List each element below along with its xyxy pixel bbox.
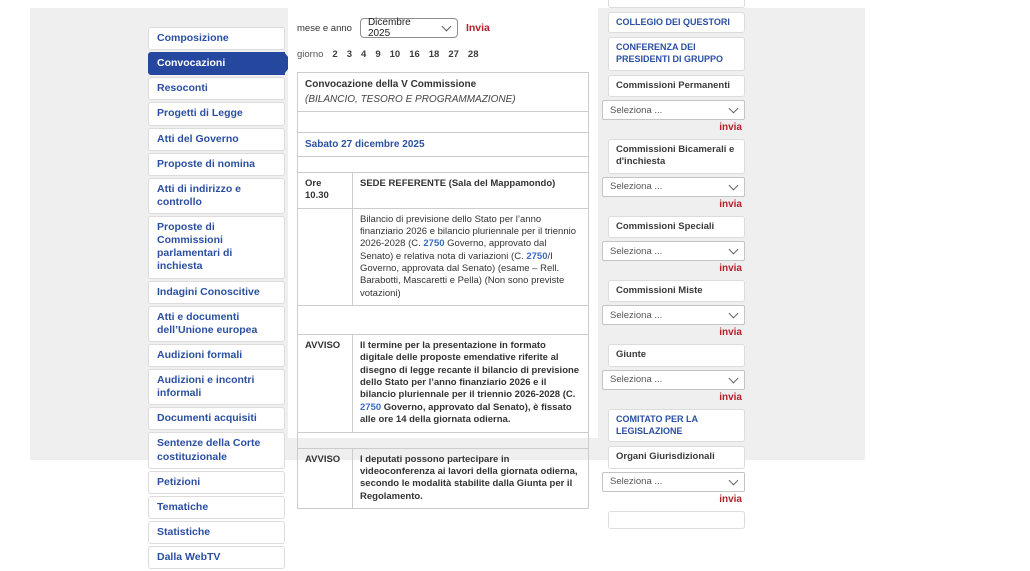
sidebar-item-sentenze-corte[interactable]: Sentenze della Corte costituzionale — [148, 432, 285, 468]
bill-link[interactable]: 2750 — [526, 250, 548, 262]
organi-giurisdizionali-group — [602, 446, 745, 504]
notice-text: I deputati possono partecipare in videoconferenza ai lavori della giornata odierna, secondo le modalità stabilite dalla Giunta per il Regolamento. — [353, 448, 589, 508]
sidebar-item-atti-di-indirizzo[interactable]: Atti di indirizzo e controllo — [148, 178, 285, 214]
sidebar-item-ufficio-di-presidenza[interactable] — [608, 0, 745, 8]
chevron-down-icon — [729, 180, 739, 190]
agenda-item — [353, 208, 589, 305]
sidebar-item-proposte-commissioni-inchiesta[interactable]: Proposte di Commissioni parlamentari di inchiesta — [148, 216, 285, 279]
table-row — [298, 157, 589, 173]
empty-cell — [298, 208, 353, 305]
convocation-date: Sabato 27 dicembre 2025 — [298, 133, 589, 157]
day-link[interactable]: 28 — [467, 49, 479, 60]
commissioni-bicamerali-group — [602, 139, 745, 210]
table-row — [298, 73, 589, 112]
table-row — [298, 133, 589, 157]
sidebar-item-documenti-acquisiti[interactable]: Documenti acquisiti — [148, 407, 285, 430]
chevron-down-icon — [729, 309, 739, 319]
sidebar-item-petizioni[interactable]: Petizioni — [148, 471, 285, 494]
sidebar-item-statistiche[interactable]: Statistiche — [148, 521, 285, 544]
group-title: Commissioni Speciali — [608, 216, 745, 238]
bill-link[interactable]: 2750 — [423, 238, 445, 250]
commissioni-permanenti-group — [602, 75, 745, 133]
session-time: Ore 10.30 — [298, 173, 353, 209]
sidebar-item-proposte-di-nomina[interactable]: Proposte di nomina — [148, 153, 285, 176]
commissioni-miste-group — [602, 280, 745, 338]
chevron-down-icon — [729, 475, 739, 485]
day-link[interactable]: 10 — [389, 49, 401, 60]
convocation-table — [297, 72, 589, 509]
invia-link[interactable]: invia — [719, 263, 742, 275]
day-links-row — [297, 49, 589, 60]
sidebar-item-indagini-conoscitive[interactable]: Indagini Conoscitive — [148, 281, 285, 304]
agenda-text: Governo, approvato dal Senato) e relativa nota di variazioni (C. — [360, 238, 547, 262]
table-row — [298, 432, 589, 448]
invia-link[interactable]: invia — [719, 198, 742, 210]
notice-label: AVVISO — [298, 448, 353, 508]
commissioni-speciali-select[interactable] — [602, 241, 745, 261]
select-placeholder: Seleziona ... — [610, 181, 663, 193]
select-placeholder: Seleziona ... — [610, 476, 663, 488]
chevron-down-icon — [442, 22, 452, 32]
day-label: giorno — [297, 49, 324, 60]
giunte-group — [602, 344, 745, 402]
notice-label: AVVISO — [298, 335, 353, 432]
date-filter-toolbar — [297, 18, 589, 38]
table-row — [298, 112, 589, 133]
notice-text-part: Governo, approvato dal Senato), è fissato alle ore 14 della giornata odierna. — [360, 401, 572, 426]
day-link[interactable]: 16 — [409, 49, 420, 60]
day-link[interactable]: 2 — [332, 49, 338, 60]
invia-link[interactable]: invia — [719, 391, 742, 403]
group-title: Commissioni Miste — [608, 280, 745, 302]
convocation-title: Convocazione della V Commissione — [305, 79, 477, 90]
invia-link[interactable]: invia — [719, 327, 742, 339]
notice-text-part: Il termine per la presentazione in formato digitale delle proposte emendative riferite al disegno di legge recante il bilancio di previsione dello Stato per l’anno finanziario 2026 e il bilancio pluriennale per il triennio 2026-2028 (C. — [360, 340, 580, 401]
select-placeholder: Seleziona ... — [610, 104, 663, 116]
day-link[interactable]: 4 — [361, 49, 367, 60]
invia-link[interactable]: invia — [719, 122, 742, 134]
convocation-subtitle: (BILANCIO, TESORO E PROGRAMMAZIONE) — [305, 94, 516, 105]
committee-section-nav — [148, 27, 285, 571]
invia-link[interactable]: invia — [719, 493, 742, 505]
chevron-down-icon — [729, 245, 739, 255]
commissioni-bicamerali-select[interactable] — [602, 177, 745, 197]
table-row — [298, 335, 589, 432]
sidebar-item-progetti-di-legge[interactable]: Progetti di Legge — [148, 102, 285, 125]
spacer-row — [298, 157, 589, 173]
select-placeholder: Seleziona ... — [610, 374, 663, 386]
chevron-down-icon — [729, 373, 739, 383]
sidebar-item-audizioni-informali[interactable]: Audizioni e incontri informali — [148, 369, 285, 405]
sidebar-item-dalla-webtv[interactable]: Dalla WebTV — [148, 546, 285, 569]
commissioni-permanenti-select[interactable] — [602, 100, 745, 120]
month-year-select[interactable] — [360, 18, 458, 38]
invia-button[interactable]: Invia — [465, 22, 490, 34]
sidebar-item-atti-unione-europea[interactable]: Atti e documenti dell’Unione europea — [148, 306, 285, 342]
table-row — [298, 173, 589, 209]
sidebar-item-conferenza-presidenti-gruppo[interactable]: CONFERENZA DEI PRESIDENTI DI GRUPPO — [608, 37, 745, 70]
table-row — [298, 448, 589, 508]
session-venue: SEDE REFERENTE (Sala del Mappamondo) — [353, 173, 589, 209]
agenda-text: Bilancio di previsione dello Stato per l’anno finanziario 2026 e bilancio pluriennale per il triennio 2026-2028 (C. — [360, 213, 576, 250]
agenda-text: /I Governo, approvata dal Senato) (esame – Rell. Barabotti, Mascaretti e Pella) (Non sono previste votazioni) — [360, 250, 565, 299]
sidebar-item-tematiche[interactable]: Tematiche — [148, 496, 285, 519]
spacer-row — [298, 432, 589, 448]
sidebar-item-composizione[interactable]: Composizione — [148, 27, 285, 50]
month-year-value: Dicembre 2025 — [367, 17, 411, 39]
group-title: Commissioni Permanenti — [608, 75, 745, 97]
sidebar-item-comitato-legislazione[interactable]: COMITATO PER LA LEGISLAZIONE — [608, 409, 745, 442]
table-row — [298, 208, 589, 305]
table-row — [298, 306, 589, 335]
notice-text — [353, 335, 589, 432]
select-placeholder: Seleziona ... — [610, 245, 663, 257]
day-link[interactable]: 9 — [375, 49, 381, 60]
day-link[interactable]: 18 — [428, 49, 440, 60]
convocation-main-panel — [288, 8, 598, 502]
group-title: Organi Giurisdizionali — [608, 446, 745, 468]
organi-nav-panel — [602, 0, 745, 529]
day-link[interactable]: 3 — [346, 49, 353, 60]
spacer-row — [298, 306, 589, 335]
spacer-row — [298, 112, 589, 133]
day-link[interactable]: 27 — [448, 49, 459, 60]
commissioni-speciali-group — [602, 216, 745, 274]
organi-giurisdizionali-select[interactable] — [602, 472, 745, 492]
bill-link[interactable]: 2750 — [360, 401, 382, 413]
group-title: Giunte — [608, 344, 745, 366]
sidebar-item-convocazioni[interactable]: Convocazioni — [148, 52, 285, 75]
month-year-label: mese e anno — [297, 22, 352, 34]
group-title: Commissioni Bicamerali e d'inchiesta — [608, 139, 745, 174]
sidebar-item-audizioni-formali[interactable]: Audizioni formali — [148, 344, 285, 367]
chevron-down-icon — [729, 104, 739, 114]
next-section-box — [608, 511, 745, 529]
commissioni-miste-select[interactable] — [602, 305, 745, 325]
select-placeholder: Seleziona ... — [610, 309, 663, 321]
sidebar-item-atti-del-governo[interactable]: Atti del Governo — [148, 128, 285, 151]
sidebar-item-collegio-dei-questori[interactable]: COLLEGIO DEI QUESTORI — [608, 12, 745, 34]
giunte-select[interactable] — [602, 370, 745, 390]
sidebar-item-resoconti[interactable]: Resoconti — [148, 77, 285, 100]
